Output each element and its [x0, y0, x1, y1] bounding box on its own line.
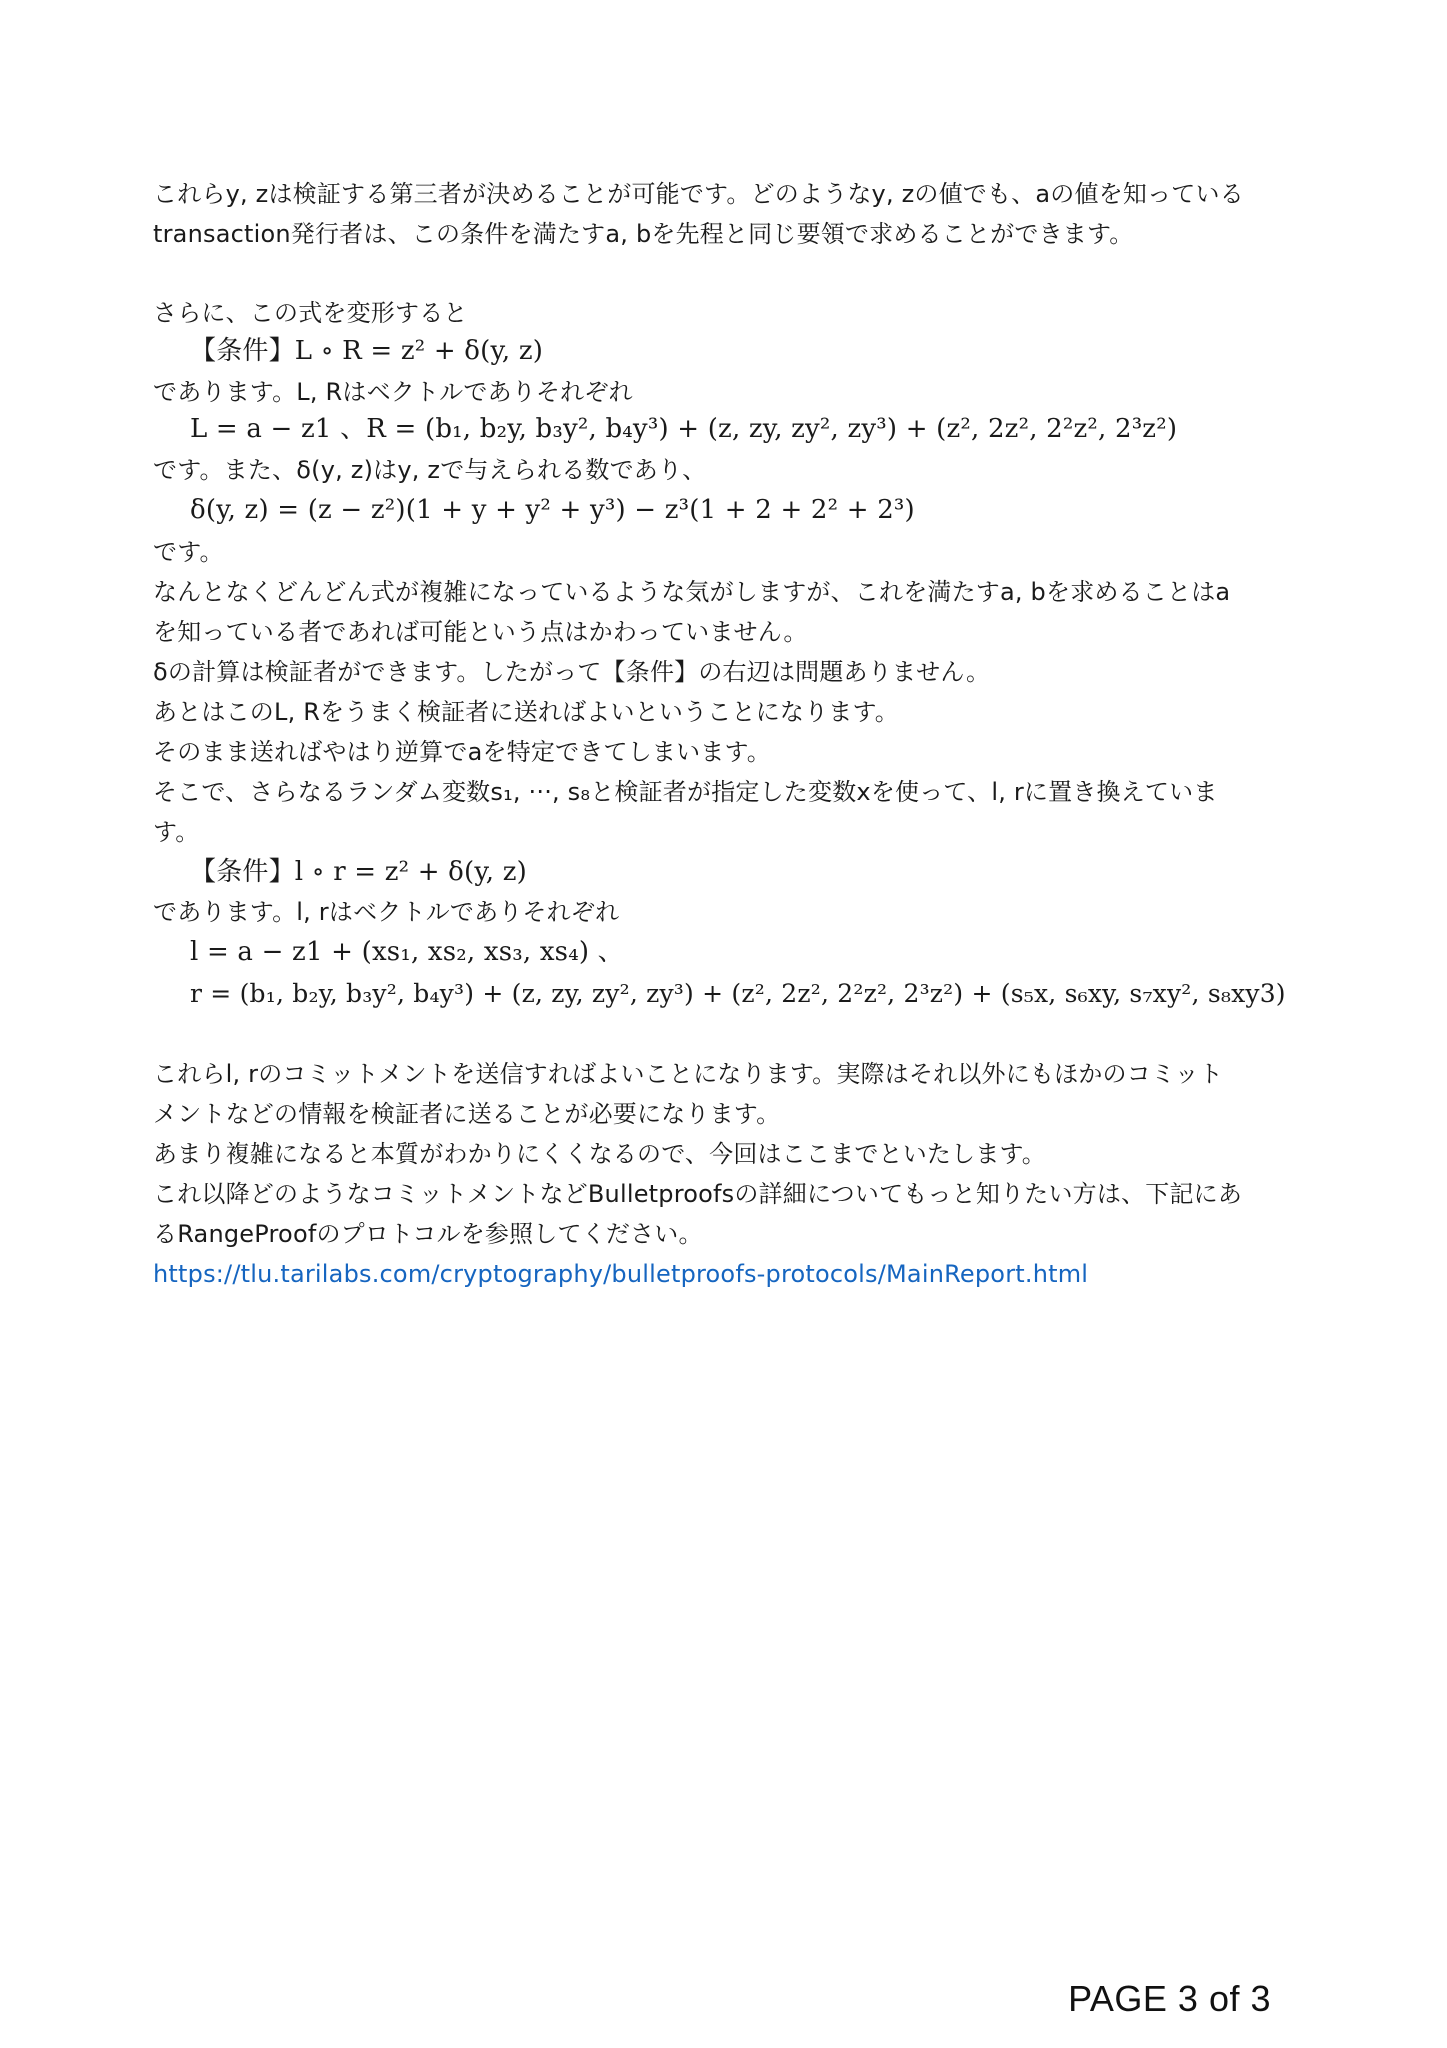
text-line-6: そこで、さらなるランダム変数s₁, ···, s₈と検証者が指定した変数xを使って、l, rに置き換えていま — [153, 778, 1218, 806]
paragraph3-line3: あまり複雑になると本質がわかりにくくなるので、今回はここまでといたします。 — [153, 1140, 1046, 1168]
section2-intro: さらに、この式を変形すると — [153, 299, 468, 327]
paragraph3-line1: これらl, rのコミットメントを送信すればよいことになります。実際はそれ以外にもほかのコミット — [153, 1060, 1224, 1088]
text-line-3: δの計算は検証者ができます。したがって【条件】の右辺は問題ありません。 — [153, 658, 991, 686]
paragraph3-line2: メントなどの情報を検証者に送ることが必要になります。 — [153, 1100, 781, 1128]
vectors-intro-1: であります。L, Rはベクトルでありそれぞれ — [153, 378, 633, 406]
vectors-equation-1: L = a − z1 、R = (b₁, b₂y, b₃y², b₄y³) + (z, zy, zy², zy³) + (z², 2z², 2²z², 2³z²) — [190, 414, 1178, 444]
text-line-1: なんとなくどんどん式が複雑になっているような気がしますが、これを満たすa, bを求めることはa — [153, 578, 1231, 606]
text-line-2: を知っている者であれば可能という点はかわっていません。 — [153, 618, 808, 646]
l-vector-equation: l = a − z1 + (xs₁, xs₂, xs₃, xs₄) 、 — [190, 937, 624, 967]
paragraph3-line4: これ以降どのようなコミットメントなどBulletproofsの詳細についてもっと知りたい方は、下記にあ — [153, 1180, 1243, 1208]
delta-equation: δ(y, z) = (z − z²)(1 + y + y² + y³) − z³(1 + 2 + 2² + 2³) — [190, 495, 915, 525]
condition-equation-2: 【条件】l ∘ r = z² + δ(y, z) — [190, 857, 527, 887]
text-line-4: あとはこのL, Rをうまく検証者に送ればよいということになります。 — [153, 698, 899, 726]
paragraph1-line2: transaction発行者は、この条件を満たすa, bを先程と同じ要領で求めることができます。 — [153, 220, 1134, 248]
text-line-5: そのまま送ればやはり逆算でaを特定できてしまいます。 — [153, 738, 771, 766]
r-vector-equation: r = (b₁, b₂y, b₃y², b₄y³) + (z, zy, zy², zy³) + (z², 2z², 2²z², 2³z²) + (s₅x, s₆xy, s₇xy², s₈xy3) — [190, 979, 1286, 1008]
text-line-7: す。 — [153, 818, 200, 846]
reference-link[interactable]: https://tlu.tarilabs.com/cryptography/bulletproofs-protocols/MainReport.html — [153, 1260, 1089, 1288]
delta-intro: です。また、δ(y, z)はy, zで与えられる数であり、 — [153, 456, 707, 484]
paragraph1-line1: これらy, zは検証する第三者が決めることが可能です。どのようなy, zの値でも、aの値を知っている — [153, 180, 1244, 208]
vectors-intro-2: であります。l, rはベクトルでありそれぞれ — [153, 898, 620, 926]
page-number: PAGE 3 of 3 — [1068, 1978, 1271, 2019]
condition-equation-1: 【条件】L ∘ R = z² + δ(y, z) — [190, 336, 544, 366]
desu-line: です。 — [153, 538, 224, 566]
paragraph3-line5: るRangeProofのプロトコルを参照してください。 — [153, 1220, 703, 1248]
